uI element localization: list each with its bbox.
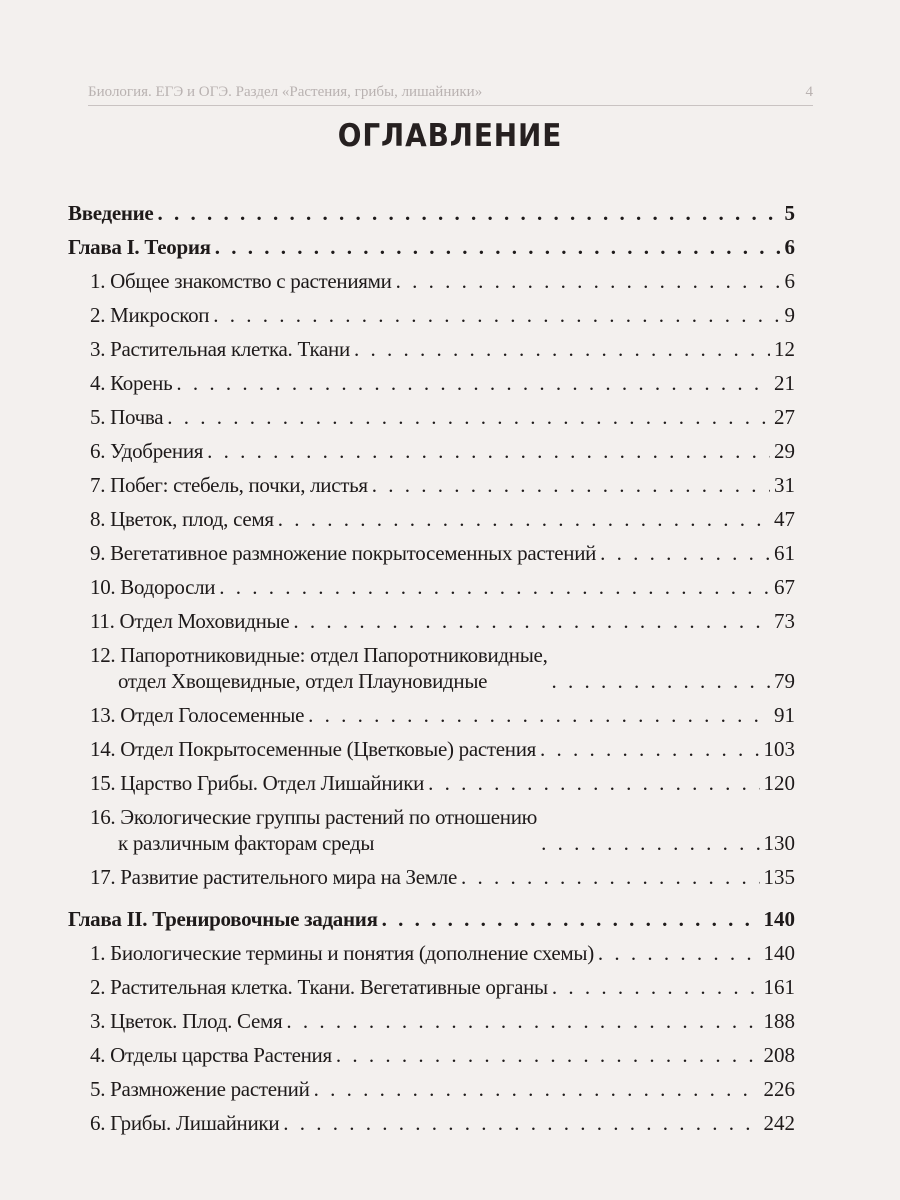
toc-entry-label: 16. Экологические группы растений по отношению	[90, 805, 538, 829]
toc-entry[interactable]	[68, 804, 795, 856]
toc-entry-label: 1. Биологические термины и понятия (дополнение схемы)	[90, 941, 594, 965]
toc-entry[interactable]	[68, 1008, 795, 1034]
toc-page-number: 226	[763, 1077, 795, 1101]
toc-chapter[interactable]	[68, 906, 795, 932]
dot-leader	[372, 472, 770, 498]
toc-entry-label: 14. Отдел Покрытосеменные (Цветковые) растения	[90, 737, 537, 761]
dot-leader	[213, 302, 780, 328]
toc-entry[interactable]	[68, 336, 795, 362]
dot-leader	[461, 864, 760, 890]
toc-entry-label: 9. Вегетативное размножение покрытосеменных растений	[90, 541, 597, 565]
toc-entry-label: 2. Микроскоп	[90, 303, 210, 327]
toc-page-number: 140	[763, 941, 795, 965]
toc-page-number: 130	[763, 831, 795, 855]
toc-page-number: 73	[774, 609, 795, 633]
toc-entry[interactable]	[68, 736, 795, 762]
dot-leader	[428, 770, 759, 796]
dot-leader	[215, 234, 781, 260]
toc-chapter[interactable]	[68, 234, 795, 260]
toc-entry-label: 6. Удобрения	[90, 439, 204, 463]
dot-leader	[552, 974, 760, 1000]
toc-page-number: 61	[774, 541, 795, 565]
toc-entry-label: Глава II. Тренировочные задания	[68, 907, 378, 931]
toc-page-number: 140	[763, 907, 795, 931]
toc-page-number: 120	[763, 771, 795, 795]
toc-page-number: 27	[774, 405, 795, 429]
toc-entry[interactable]	[68, 770, 795, 796]
toc-entry[interactable]	[68, 1076, 795, 1102]
toc-page-number: 29	[774, 439, 795, 463]
dot-leader	[354, 336, 770, 362]
toc-page-number: 161	[763, 975, 795, 999]
dot-leader	[207, 438, 770, 464]
toc-entry-label: Глава I. Теория	[68, 235, 211, 259]
bleed-through-header	[88, 84, 813, 106]
toc-chapter[interactable]	[68, 200, 795, 226]
dot-leader	[308, 702, 770, 728]
dot-leader	[336, 1042, 760, 1068]
toc-entry-label: 15. Царство Грибы. Отдел Лишайники	[90, 771, 425, 795]
toc-entry-label: 10. Водоросли	[90, 575, 216, 599]
toc-page-number: 5	[784, 201, 795, 225]
toc-entry[interactable]	[68, 370, 795, 396]
toc-page-number: 79	[774, 669, 795, 693]
dot-leader	[167, 404, 770, 430]
dot-leader	[293, 608, 770, 634]
toc-entry-label: 4. Отделы царства Растения	[90, 1043, 332, 1067]
toc-entry-label: 2. Растительная клетка. Ткани. Вегетативные органы	[90, 975, 548, 999]
toc-entry-label-continuation: к различным факторам среды	[118, 831, 375, 855]
dot-leader	[540, 736, 759, 762]
toc-entry[interactable]	[68, 472, 795, 498]
toc-entry[interactable]	[68, 438, 795, 464]
toc-entry[interactable]	[68, 702, 795, 728]
toc-entry-label: 11. Отдел Моховидные	[90, 609, 290, 633]
toc-entry-label: 7. Побег: стебель, почки, листья	[90, 473, 368, 497]
toc-entry[interactable]	[68, 302, 795, 328]
dot-leader	[598, 940, 760, 966]
toc-entry[interactable]	[68, 1110, 795, 1136]
toc-entry[interactable]	[68, 540, 795, 566]
dot-leader	[314, 1076, 760, 1102]
spacer	[68, 898, 795, 906]
dot-leader	[219, 574, 770, 600]
dot-leader	[278, 506, 770, 532]
table-of-contents	[68, 200, 795, 1144]
toc-entry[interactable]	[68, 268, 795, 294]
toc-page-number: 6	[784, 235, 795, 259]
toc-page-number: 242	[763, 1111, 795, 1135]
toc-page-number: 208	[763, 1043, 795, 1067]
toc-entry[interactable]	[68, 864, 795, 890]
toc-entry[interactable]	[68, 642, 795, 694]
toc-entry[interactable]	[68, 974, 795, 1000]
toc-entry[interactable]	[68, 940, 795, 966]
dot-leader	[283, 1110, 759, 1136]
toc-entry-label: Введение	[68, 201, 154, 225]
page-title: ОГЛАВЛЕНИЕ	[337, 118, 563, 154]
toc-entry-label: 17. Развитие растительного мира на Земле	[90, 865, 457, 889]
toc-entry[interactable]	[68, 1042, 795, 1068]
toc-page-number: 188	[763, 1009, 795, 1033]
dot-leader	[541, 830, 759, 856]
toc-entry[interactable]	[68, 404, 795, 430]
toc-entry-label-continuation: отдел Хвощевидные, отдел Плауновидные	[118, 669, 488, 693]
toc-entry-label: 3. Цветок. Плод. Семя	[90, 1009, 283, 1033]
dot-leader	[176, 370, 770, 396]
toc-entry[interactable]	[68, 506, 795, 532]
toc-entry-label: 13. Отдел Голосеменные	[90, 703, 305, 727]
toc-entry-label: 8. Цветок, плод, семя	[90, 507, 274, 531]
toc-page-number: 6	[784, 269, 795, 293]
toc-page-number: 91	[774, 703, 795, 727]
toc-page-number: 47	[774, 507, 795, 531]
dot-leader	[157, 200, 780, 226]
toc-page-number: 9	[784, 303, 795, 327]
toc-entry-label: 4. Корень	[90, 371, 173, 395]
toc-entry-label: 5. Почва	[90, 405, 164, 429]
toc-page-number: 12	[774, 337, 795, 361]
dot-leader	[286, 1008, 759, 1034]
bleed-through-page: 4	[805, 84, 813, 100]
toc-page-number: 21	[774, 371, 795, 395]
dot-leader	[396, 268, 781, 294]
toc-entry-label: 3. Растительная клетка. Ткани	[90, 337, 350, 361]
bleed-through-title: Биология. ЕГЭ и ОГЭ. Раздел «Растения, грибы, лишайники»	[88, 84, 483, 100]
toc-page-number: 135	[763, 865, 795, 889]
dot-leader	[382, 906, 760, 932]
toc-page-number: 31	[774, 473, 795, 497]
dot-leader	[552, 668, 770, 694]
toc-entry[interactable]	[68, 574, 795, 600]
toc-entry-label: 1. Общее знакомство с растениями	[90, 269, 392, 293]
toc-page-number: 67	[774, 575, 795, 599]
toc-page-number: 103	[763, 737, 795, 761]
toc-entry-label: 5. Размножение растений	[90, 1077, 310, 1101]
toc-entry-label: 12. Папоротниковидные: отдел Папоротниковидные,	[90, 643, 548, 667]
dot-leader	[600, 540, 770, 566]
toc-entry[interactable]	[68, 608, 795, 634]
toc-entry-label: 6. Грибы. Лишайники	[90, 1111, 280, 1135]
